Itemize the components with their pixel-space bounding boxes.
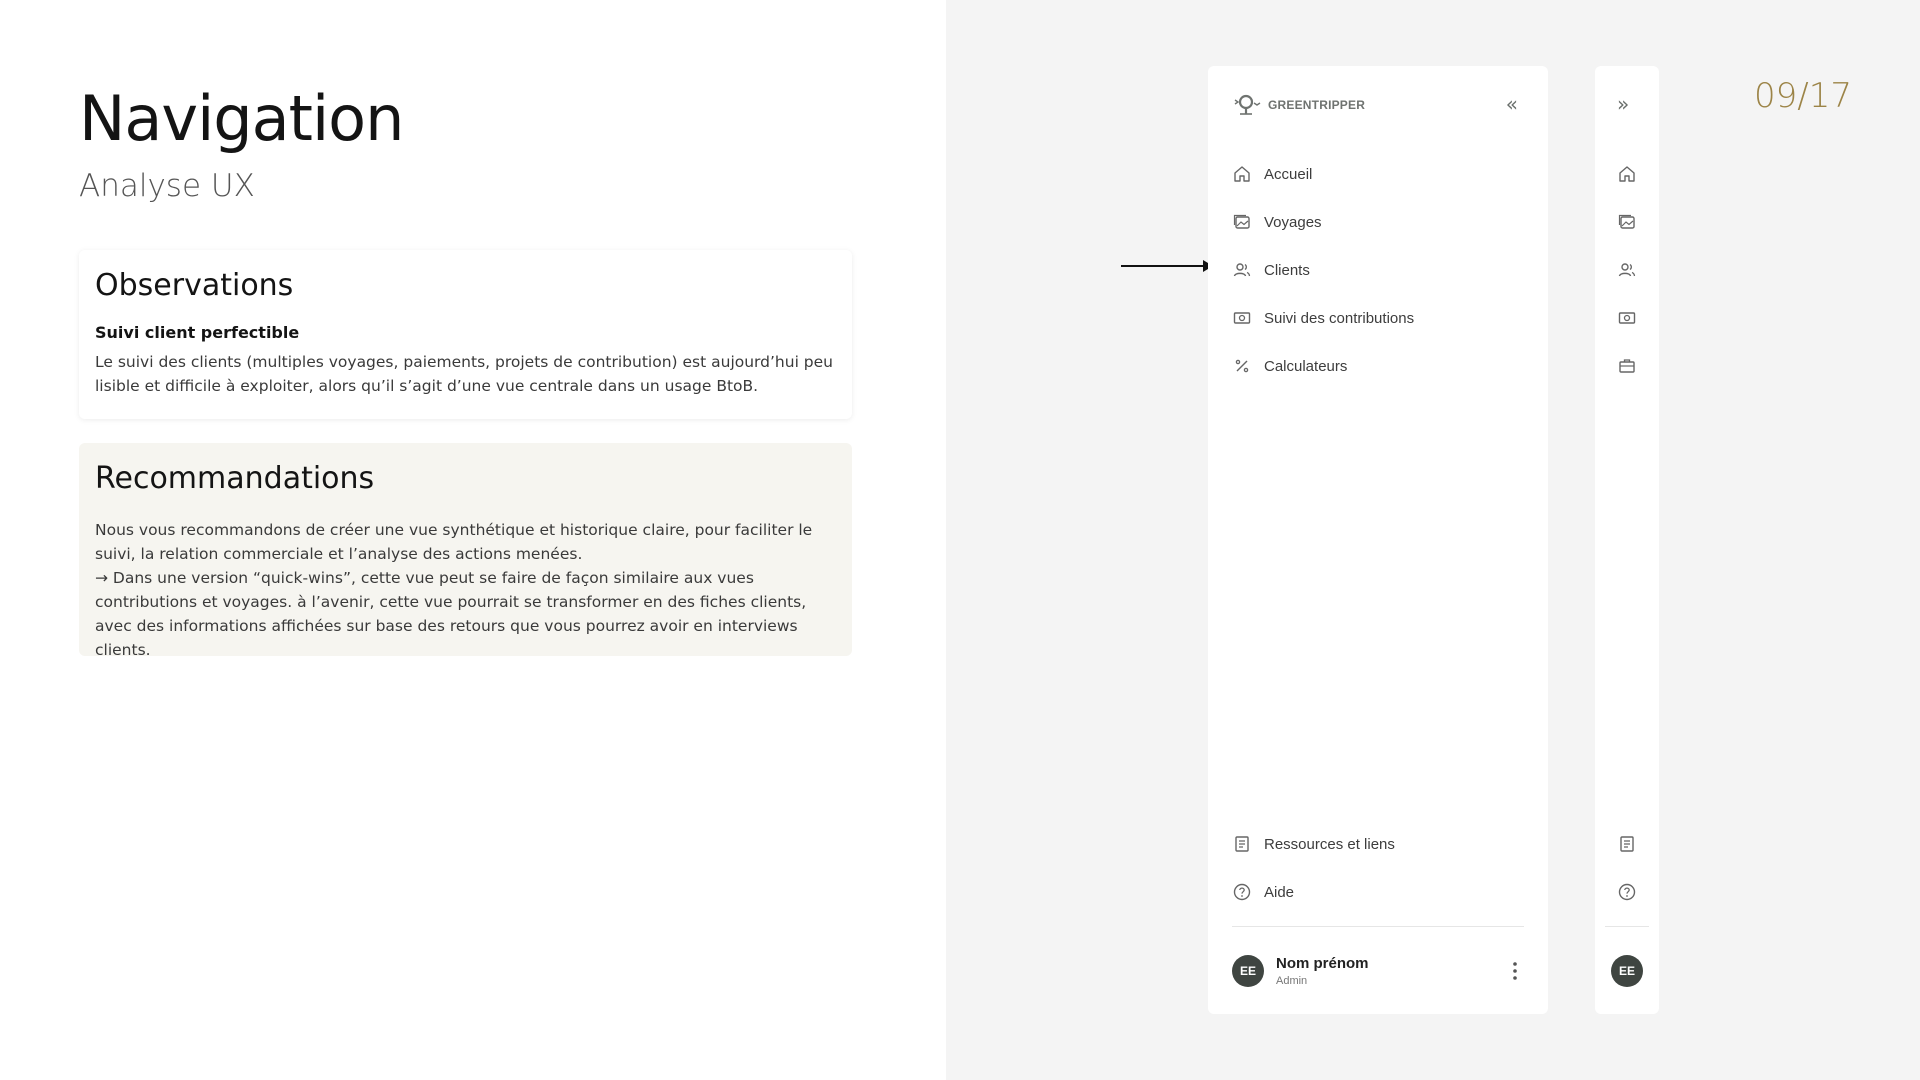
sidebar-divider (1232, 926, 1524, 927)
nav-label: Voyages (1264, 213, 1322, 231)
collapsed-user-profile[interactable] (1611, 955, 1643, 987)
recommendation-paragraph-2: → Dans une version “quick-wins”, cette vue peut se faire de façon similaire aux vues contributions et voyages. à l’avenir, cette vue pourrait se transformer en des fiches clients, avec des informations affichées sur base des retours que vous pourrez avoir en interviews clients. (95, 569, 807, 659)
nav-item-ressources[interactable] (1208, 820, 1548, 868)
collapsed-nav-clients[interactable] (1595, 246, 1659, 294)
user-profile[interactable] (1232, 955, 1369, 987)
collapsed-nav-voyages[interactable] (1595, 198, 1659, 246)
help-circle-icon (1232, 882, 1252, 902)
help-circle-icon (1617, 882, 1637, 902)
banknote-icon (1232, 308, 1252, 328)
home-icon (1617, 164, 1637, 184)
brand[interactable] (1232, 92, 1365, 118)
percent-icon (1232, 356, 1252, 376)
image-icon (1232, 212, 1252, 232)
page-subtitle: Analyse UX (79, 168, 255, 204)
user-role: Admin (1276, 975, 1308, 987)
nav-item-suivi-contributions[interactable] (1208, 294, 1548, 342)
collapse-sidebar-button[interactable]: « (1505, 92, 1518, 116)
users-icon (1232, 260, 1252, 280)
avatar: EE (1611, 955, 1643, 987)
briefcase-icon (1617, 356, 1637, 376)
avatar: EE (1232, 955, 1264, 987)
observations-card (79, 250, 852, 419)
more-options-icon[interactable] (1512, 961, 1518, 981)
observations-heading: Observations (95, 268, 294, 303)
collapsed-nav-accueil[interactable] (1595, 150, 1659, 198)
greentripper-logo-icon (1232, 92, 1262, 118)
nav-item-clients[interactable] (1208, 246, 1548, 294)
page-number: 09/17 (1754, 76, 1852, 116)
nav-label: Ressources et liens (1264, 835, 1395, 853)
collapsed-nav-briefcase[interactable] (1595, 342, 1659, 390)
collapsed-nav-ressources[interactable] (1595, 820, 1659, 868)
observation-text: Le suivi des clients (multiples voyages, paiements, projets de contribution) est aujourd’hui peu lisible et difficile à exploiter, alors qu’il s’agit d’une vue centrale dans un usage BtoB. (95, 353, 833, 395)
nav-label: Clients (1264, 261, 1310, 279)
collapsed-secondary-nav (1595, 820, 1659, 916)
sidebar-collapsed (1595, 66, 1659, 1014)
home-icon (1232, 164, 1252, 184)
user-name: Nom prénom (1276, 955, 1369, 972)
brand-name: GREENTRIPPER (1268, 98, 1366, 112)
users-icon (1617, 260, 1637, 280)
nav-label: Calculateurs (1264, 357, 1348, 375)
nav-label: Suivi des contributions (1264, 309, 1415, 327)
secondary-nav (1208, 820, 1548, 916)
observation-title: Suivi client perfectible (95, 323, 300, 342)
nav-item-voyages[interactable] (1208, 198, 1548, 246)
primary-nav (1208, 150, 1548, 390)
recommendations-heading: Recommandations (95, 461, 375, 496)
collapsed-nav-suivi-contributions[interactable] (1595, 294, 1659, 342)
collapsed-nav-aide[interactable] (1595, 868, 1659, 916)
banknote-icon (1617, 308, 1637, 328)
page-title: Navigation (79, 82, 404, 155)
recommendation-paragraph-1: Nous vous recommandons de créer une vue synthétique et historique claire, pour faciliter le suivi, la relation commerciale et l’analyse des actions menées. (95, 521, 813, 563)
content-pane (0, 0, 946, 1080)
nav-item-aide[interactable] (1208, 868, 1548, 916)
nav-item-calculateurs[interactable] (1208, 342, 1548, 390)
recommendations-card (79, 443, 852, 659)
nav-item-accueil[interactable] (1208, 150, 1548, 198)
document-icon (1232, 834, 1252, 854)
document-icon (1617, 834, 1637, 854)
expand-sidebar-button[interactable]: » (1617, 92, 1630, 116)
user-meta (1276, 955, 1369, 987)
sidebar-expanded (1208, 66, 1548, 1014)
collapsed-primary-nav (1595, 150, 1659, 390)
image-icon (1617, 212, 1637, 232)
pointer-arrow-line (1121, 265, 1209, 267)
nav-label: Aide (1264, 883, 1295, 901)
collapsed-sidebar-divider (1605, 926, 1649, 927)
nav-label: Accueil (1264, 165, 1313, 183)
